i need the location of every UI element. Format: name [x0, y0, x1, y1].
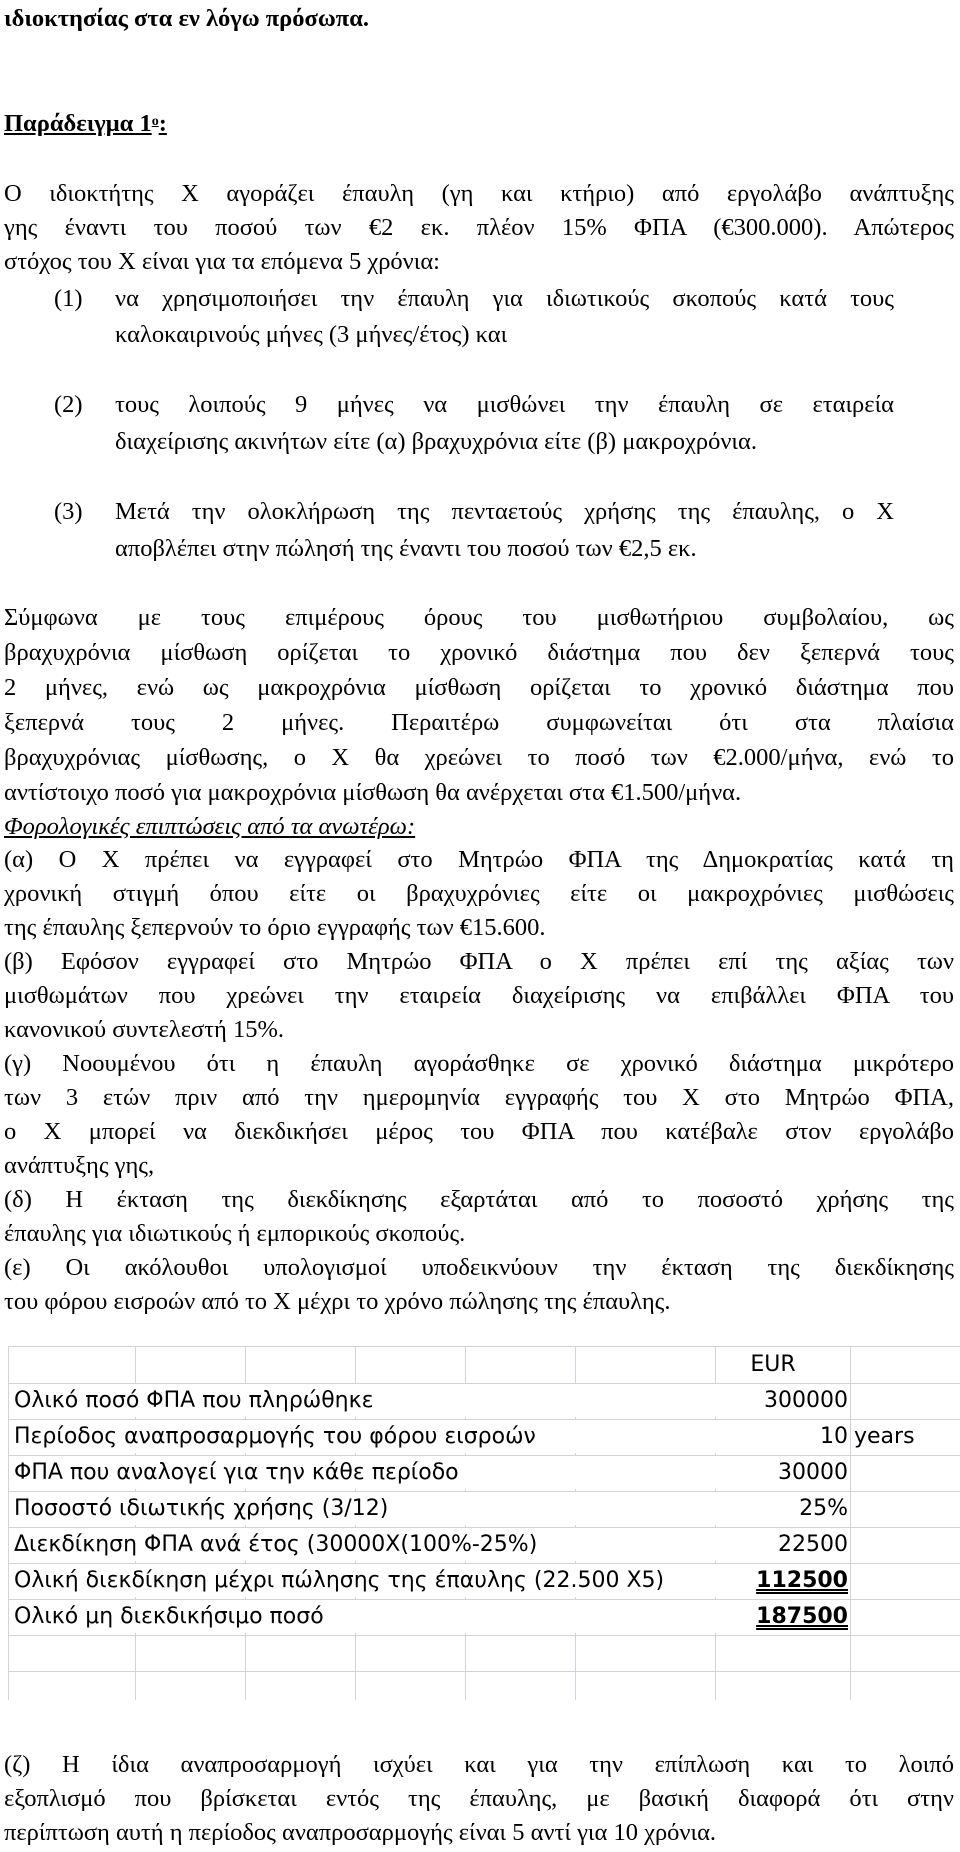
intro-line: Ο ιδιοκτήτης Χ αγοράζει έπαυλη (γη και κτήριο) από εργολάβο ανάπτυξης	[4, 180, 954, 207]
row-label: Διεκδίκηση ΦΠΑ ανά έτος (30000Χ(100%-25%)	[14, 1528, 716, 1561]
calculation-table	[8, 1346, 960, 1700]
tax-line: ανάπτυξης γης,	[4, 1152, 155, 1179]
row-value: 30000	[778, 1460, 848, 1485]
list-item-text: αποβλέπει στην πώλησή της έναντι του ποσού των €2,5 εκ.	[115, 535, 697, 562]
tax-line: κανονικού συντελεστή 15%.	[4, 1016, 285, 1043]
paragraph-line: αντίστοιχο ποσό για μακροχρόνια μίσθωση θα ανέρχεται στα €1.500/μήνα.	[4, 779, 742, 806]
row-value: 300000	[764, 1388, 848, 1413]
list-item-text: καλοκαιρινούς μήνες (3 μήνες/έτος) και	[115, 321, 508, 348]
tax-line: (α) Ο Χ πρέπει να εγγραφεί στο Μητρώο ΦΠΑ της Δημοκρατίας κατά τη	[4, 846, 954, 873]
tax-line: μισθωμάτων που χρεώνει την εταιρεία διαχείρισης να επιβάλλει ΦΠΑ του	[4, 982, 954, 1009]
row-value: 112500	[756, 1568, 848, 1593]
row-label: Ποσοστό ιδιωτικής χρήσης (3/12)	[14, 1492, 716, 1525]
list-item-text: τους λοιπούς 9 μήνες να μισθώνει την έπαυλη σε εταιρεία	[115, 391, 894, 418]
row-value: 25%	[799, 1496, 848, 1521]
tax-heading: Φορολογικές επιπτώσεις από τα ανωτέρω:	[4, 813, 416, 840]
list-item-text: να χρησιμοποιήσει την έπαυλη για ιδιωτικούς σκοπούς κατά τους	[115, 285, 894, 312]
closing-line: περίπτωση αυτή η περίοδος αναπροσαρμογής είναι 5 αντί για 10 χρόνια.	[4, 1819, 717, 1846]
table-header: EUR	[750, 1352, 796, 1377]
row-value: 10	[820, 1424, 848, 1449]
list-number: (2)	[54, 391, 83, 418]
tax-line: χρονική στιγμή όπου είτε οι βραχυχρόνιες είτε οι μακροχρόνιες μισθώσεις	[4, 880, 954, 907]
closing-line: (ζ) Η ίδια αναπροσαρμογή ισχύει και για την επίπλωση και το λοιπό	[4, 1751, 954, 1778]
row-label: ΦΠΑ που αναλογεί για την κάθε περίοδο	[14, 1456, 716, 1489]
tax-line: ο Χ μπορεί να διεκδικήσει μέρος του ΦΠΑ που κατέβαλε στον εργολάβο	[4, 1118, 954, 1145]
row-label: Ολική διεκδίκηση μέχρι πώλησης της έπαυλης (22.500 Χ5)	[14, 1564, 716, 1597]
paragraph-line: 2 μήνες, ενώ ως μακροχρόνια μίσθωση ορίζεται το χρονικό διάστημα που	[4, 674, 954, 701]
paragraph-line: Σύμφωνα με τους επιμέρους όρους του μισθωτήριου συμβολαίου, ως	[4, 604, 954, 631]
paragraph-line: βραχυχρόνια μίσθωση ορίζεται το χρονικό διάστημα που δεν ξεπερνά τους	[4, 639, 954, 666]
list-number: (3)	[54, 498, 83, 525]
tax-line: του φόρου εισροών από το Χ μέχρι το χρόνο πώλησης της έπαυλης.	[4, 1288, 671, 1315]
row-label: Ολικό ποσό ΦΠΑ που πληρώθηκε	[14, 1384, 716, 1417]
tax-line: (γ) Νοουμένου ότι η έπαυλη αγοράσθηκε σε χρονικό διάστημα μικρότερο	[4, 1050, 954, 1077]
text-line: ιδιοκτησίας στα εν λόγω πρόσωπα.	[4, 5, 369, 32]
list-number: (1)	[54, 285, 83, 312]
intro-line: γης έναντι του ποσού των €2 εκ. πλέον 15% ΦΠΑ (€300.000). Απώτερος	[4, 214, 954, 241]
example-colon: :	[158, 110, 167, 137]
row-unit: years	[854, 1424, 915, 1449]
example-heading	[4, 107, 954, 141]
row-value: 22500	[778, 1532, 848, 1557]
tax-line: (δ) Η έκταση της διεκδίκησης εξαρτάται από το ποσοστό χρήσης της	[4, 1186, 954, 1213]
intro-line: στόχος του Χ είναι για τα επόμενα 5 χρόνια:	[4, 248, 440, 275]
paragraph-line: ξεπερνά τους 2 μήνες. Περαιτέρω συμφωνείται ότι στα πλαίσια	[4, 709, 954, 736]
closing-line: εξοπλισμό που βρίσκεται εντός της έπαυλης, με βασική διαφορά ότι στην	[4, 1785, 954, 1812]
row-label: Ολικό μη διεκδικήσιμο ποσό	[14, 1600, 716, 1633]
tax-line: (β) Εφόσον εγγραφεί στο Μητρώο ΦΠΑ ο Χ πρέπει επί της αξίας των	[4, 948, 954, 975]
example-superscript: ο	[151, 114, 159, 129]
example-title: Παράδειγμα 1	[4, 110, 152, 137]
list-item-text: διαχείρισης ακινήτων είτε (α) βραχυχρόνια είτε (β) μακροχρόνια.	[115, 428, 757, 455]
list-item-text: Μετά την ολοκλήρωση της πενταετούς χρήσης της έπαυλης, ο Χ	[115, 498, 894, 525]
tax-line: (ε) Οι ακόλουθοι υπολογισμοί υποδεικνύουν την έκταση της διεκδίκησης	[4, 1254, 954, 1281]
paragraph-line: βραχυχρόνιας μίσθωσης, ο Χ θα χρεώνει το ποσό των €2.000/μήνα, ενώ το	[4, 744, 954, 771]
tax-line: έπαυλης για ιδιωτικούς ή εμπορικούς σκοπούς.	[4, 1220, 466, 1247]
tax-line: των 3 ετών πριν από την ημερομηνία εγγραφής του Χ στο Μητρώο ΦΠΑ,	[4, 1084, 954, 1111]
row-value: 187500	[756, 1604, 848, 1629]
row-label: Περίοδος αναπροσαρμογής του φόρου εισροών	[14, 1420, 716, 1453]
tax-line: της έπαυλης ξεπερνούν το όριο εγγραφής των €15.600.	[4, 914, 546, 941]
